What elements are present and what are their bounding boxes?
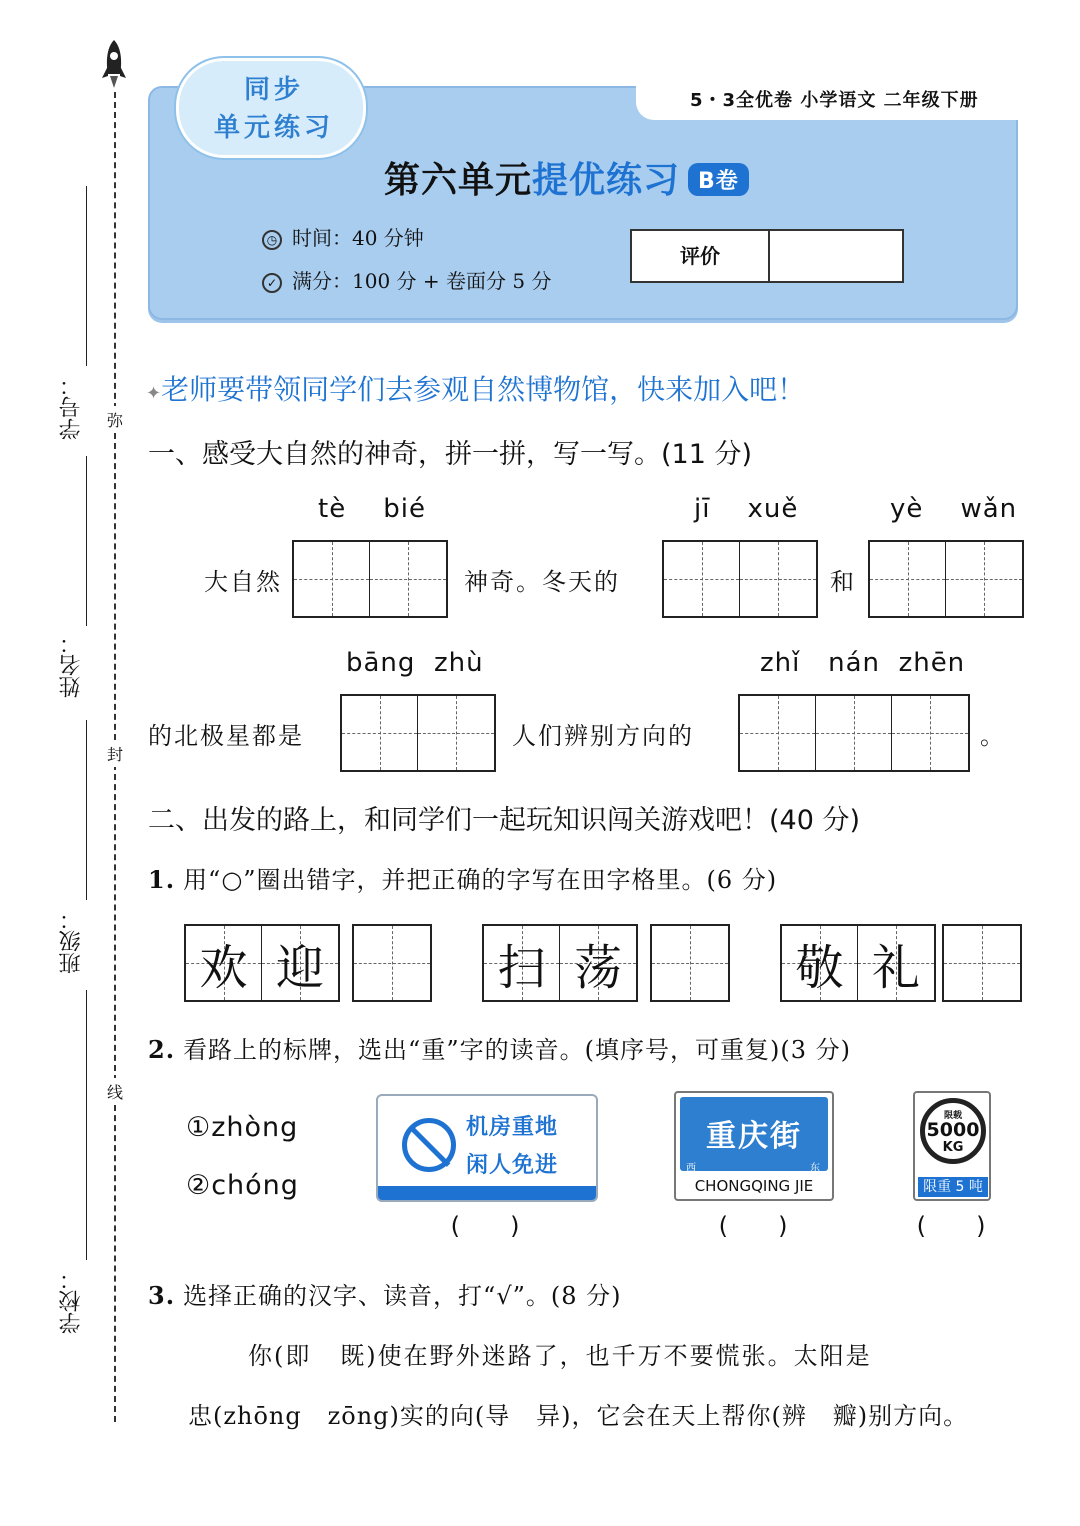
sign-machine-room	[376, 1094, 598, 1202]
word-saodang	[482, 924, 638, 1002]
sign3-value: 5000	[926, 1119, 980, 1141]
pinyin-bangzhu: bāng zhù	[346, 648, 484, 678]
intro-line	[146, 368, 805, 408]
cloud-line-1: 同步	[243, 75, 304, 105]
tianzige-cell[interactable]	[342, 696, 418, 770]
char-sao: 扫	[497, 939, 546, 996]
school-rule	[86, 990, 87, 1260]
word-jingli	[780, 924, 936, 1002]
sign2-panel	[680, 1097, 828, 1174]
sign-street	[674, 1091, 834, 1201]
answer-paren-1[interactable]: ( )	[450, 1212, 522, 1240]
cloud-line-2: 单元练习	[213, 113, 334, 143]
tianzige-cell[interactable]	[870, 542, 946, 616]
question-1	[148, 860, 777, 895]
time-info	[262, 222, 424, 251]
paper-badge: B卷	[688, 163, 749, 196]
title-part-1: 第六单元	[384, 160, 533, 201]
tianzige-cell[interactable]	[354, 926, 430, 1000]
question-2	[148, 1030, 851, 1065]
school-label: 学校：	[59, 1268, 84, 1334]
answer-boxes-jixue[interactable]	[662, 540, 818, 618]
student-no-rule	[86, 186, 87, 366]
sign-weight-limit	[913, 1091, 991, 1201]
q3-line-2: 忠(zhōng zōng)实的向(导 异)，它会在天上帮你(辨 瓣)别方向。	[188, 1402, 969, 1430]
tianzige-cell[interactable]	[664, 542, 740, 616]
q3-text: 选择正确的汉字、读音，打“√”。(8 分)	[183, 1282, 622, 1310]
text-beijixing: 的北极星都是	[148, 722, 304, 750]
char-cell[interactable]	[262, 926, 338, 1000]
book-info: 5・3全优卷 小学语文 二年级下册	[690, 90, 979, 111]
q1-number: 1.	[148, 865, 176, 894]
char-cell[interactable]	[186, 926, 262, 1000]
evaluation-box	[630, 229, 904, 283]
q2-text: 看路上的标牌，选出“重”字的读音。(填序号，可重复)(3 分)	[183, 1036, 851, 1064]
tianzige-cell[interactable]	[294, 542, 370, 616]
evaluation-label: 评价	[632, 231, 770, 281]
sign1-bottom-bar	[378, 1186, 596, 1200]
sign3-unit: KG	[942, 1140, 964, 1155]
rocket-small-icon: ✦	[146, 383, 162, 404]
sign3-top: 限载	[943, 1111, 962, 1121]
name-label: 姓名：	[59, 632, 84, 698]
title-part-2: 提优练习	[532, 160, 681, 201]
sign3-foot: 限重 5 吨	[918, 1177, 988, 1197]
clock-icon: ◷	[262, 230, 282, 250]
answer-paren-2[interactable]: ( )	[718, 1212, 790, 1240]
sign1-line-2: 闲人免进	[466, 1153, 559, 1178]
text-renmen: 人们辨别方向的	[512, 722, 694, 750]
text-shenqi: 神奇。冬天的	[464, 568, 620, 596]
section-2-heading: 二、出发的路上，和同学们一起玩知识闯关游戏吧！(40 分)	[148, 805, 861, 836]
tianzige-cell[interactable]	[740, 696, 816, 770]
char-huan: 欢	[199, 939, 248, 996]
pinyin-yewan: yè wǎn	[890, 494, 1018, 524]
unit-practice-cloud	[176, 58, 366, 158]
weight-limit-circle	[920, 1098, 986, 1164]
tianzige-cell[interactable]	[946, 542, 1022, 616]
intro-text: 老师要带领同学们去参观自然博物馆，快来加入吧！	[161, 373, 806, 406]
answer-boxes-tebie[interactable]	[292, 540, 448, 618]
char-cell[interactable]	[782, 926, 858, 1000]
option-zhong: ①zhòng	[186, 1112, 299, 1143]
answer-boxes-bangzhu[interactable]	[340, 694, 496, 772]
tianzige-cell[interactable]	[652, 926, 728, 1000]
correction-box-1[interactable]	[352, 924, 432, 1002]
pinyin-jixue: jī xuě	[694, 494, 799, 524]
char-jing: 敬	[795, 939, 844, 996]
sign1-line-1: 机房重地	[466, 1115, 559, 1140]
sign2-west: 西	[686, 1163, 696, 1174]
q3-number: 3.	[148, 1281, 176, 1310]
student-no-label: 学号：	[59, 374, 84, 440]
no-entry-icon	[402, 1118, 456, 1172]
char-ying: 迎	[275, 939, 324, 996]
rocket-icon	[102, 40, 126, 88]
section-1-heading: 一、感受大自然的神奇，拼一拼，写一写。(11 分)	[148, 439, 753, 470]
seal-word-xian: 线	[104, 1078, 126, 1105]
tianzige-cell[interactable]	[740, 542, 816, 616]
name-rule	[86, 456, 87, 626]
answer-boxes-zhinanzhen[interactable]	[738, 694, 970, 772]
text-period: 。	[980, 722, 1006, 750]
q2-number: 2.	[148, 1035, 176, 1064]
time-text: 时间：40 分钟	[292, 226, 424, 250]
seal-word-feng: 封	[104, 740, 126, 767]
correction-box-3[interactable]	[942, 924, 1022, 1002]
tianzige-cell[interactable]	[370, 542, 446, 616]
char-cell[interactable]	[560, 926, 636, 1000]
question-3	[148, 1276, 622, 1311]
q1-text: 用“○”圈出错字，并把正确的字写在田字格里。(6 分)	[183, 866, 778, 894]
seal-word-mi: 弥	[104, 406, 126, 433]
option-chong: ②chóng	[186, 1170, 299, 1201]
class-rule	[86, 720, 87, 900]
tianzige-cell[interactable]	[418, 696, 494, 770]
score-info	[262, 265, 551, 294]
page-title	[384, 152, 749, 203]
tianzige-cell[interactable]	[816, 696, 892, 770]
q3-line-1: 你(即 既)使在野外迷路了，也千万不要慌张。太阳是	[248, 1342, 872, 1370]
text-daziran: 大自然	[204, 568, 282, 596]
answer-paren-3[interactable]: ( )	[916, 1212, 988, 1240]
pinyin-zhinanzhen: zhǐ nán zhēn	[760, 648, 966, 678]
word-huanying	[184, 924, 340, 1002]
score-text: 满分：100 分 + 卷面分 5 分	[292, 269, 552, 293]
char-cell[interactable]	[484, 926, 560, 1000]
class-label: 班级：	[59, 908, 84, 974]
answer-boxes-yewan[interactable]	[868, 540, 1024, 618]
tianzige-cell[interactable]	[944, 926, 1020, 1000]
check-icon: ✓	[262, 273, 282, 293]
sign2-east: 东	[810, 1163, 820, 1174]
correction-box-2[interactable]	[650, 924, 730, 1002]
char-cell[interactable]	[858, 926, 934, 1000]
char-dang: 荡	[573, 939, 622, 996]
sign2-name: 重庆街	[706, 1119, 802, 1154]
tianzige-cell[interactable]	[892, 696, 968, 770]
text-he: 和	[830, 568, 856, 596]
char-li: 礼	[871, 939, 920, 996]
sign2-english: CHONGQING JIE	[694, 1177, 814, 1195]
pinyin-tebie: tè bié	[318, 494, 426, 524]
